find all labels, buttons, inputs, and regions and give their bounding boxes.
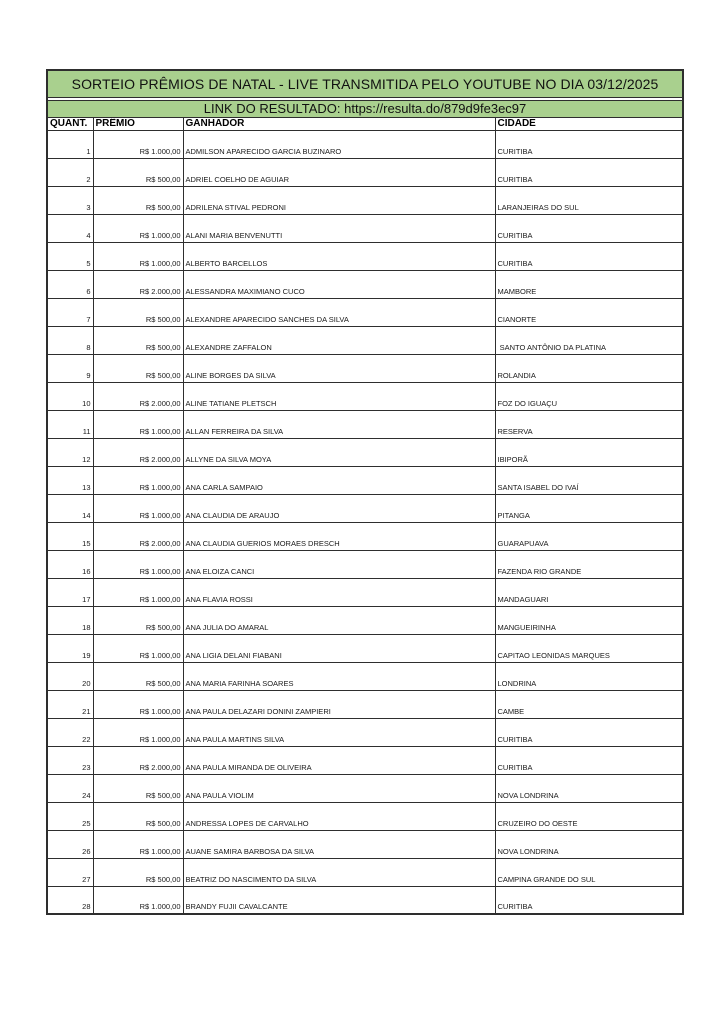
cell-cidade: FOZ DO IGUAÇU <box>495 382 683 410</box>
cell-premio: R$ 2.000,00 <box>93 270 183 298</box>
cell-premio: R$ 1.000,00 <box>93 550 183 578</box>
table-row <box>47 662 683 690</box>
cell-quant: 21 <box>47 690 93 718</box>
cell-ganhador: ANA ELOIZA CANCI <box>183 550 495 578</box>
cell-ganhador: ANA LIGIA DELANI FIABANI <box>183 634 495 662</box>
table-row <box>47 214 683 242</box>
result-link-text: LINK DO RESULTADO: https://resulta.do/879d9fe3ec97 <box>47 100 683 117</box>
cell-ganhador: ANA PAULA DELAZARI DONINI ZAMPIERI <box>183 690 495 718</box>
cell-premio: R$ 2.000,00 <box>93 438 183 466</box>
cell-ganhador: ADRILENA STIVAL PEDRONI <box>183 186 495 214</box>
cell-cidade: SANTA ISABEL DO IVAÍ <box>495 466 683 494</box>
cell-premio: R$ 500,00 <box>93 606 183 634</box>
table-row <box>47 550 683 578</box>
cell-premio: R$ 500,00 <box>93 858 183 886</box>
cell-quant: 10 <box>47 382 93 410</box>
table-row <box>47 158 683 186</box>
cell-ganhador: ALINE BORGES DA SILVA <box>183 354 495 382</box>
cell-cidade: CAMPINA GRANDE DO SUL <box>495 858 683 886</box>
table-row <box>47 410 683 438</box>
results-table <box>46 69 684 915</box>
cell-quant: 17 <box>47 578 93 606</box>
cell-ganhador: ANA PAULA VIOLIM <box>183 774 495 802</box>
cell-cidade: MANGUEIRINHA <box>495 606 683 634</box>
cell-cidade: ROLANDIA <box>495 354 683 382</box>
cell-cidade: PITANGA <box>495 494 683 522</box>
cell-ganhador: ALINE TATIANE PLETSCH <box>183 382 495 410</box>
cell-premio: R$ 500,00 <box>93 774 183 802</box>
cell-ganhador: ANDRESSA LOPES DE CARVALHO <box>183 802 495 830</box>
cell-ganhador: ANA CLAUDIA DE ARAUJO <box>183 494 495 522</box>
cell-ganhador: ALEXANDRE APARECIDO SANCHES DA SILVA <box>183 298 495 326</box>
cell-cidade: LARANJEIRAS DO SUL <box>495 186 683 214</box>
cell-quant: 11 <box>47 410 93 438</box>
cell-cidade: CAMBE <box>495 690 683 718</box>
cell-quant: 9 <box>47 354 93 382</box>
result-link-row <box>47 100 683 117</box>
cell-premio: R$ 500,00 <box>93 326 183 354</box>
cell-cidade: CURITIBA <box>495 886 683 914</box>
cell-ganhador: BRANDY FUJII CAVALCANTE <box>183 886 495 914</box>
cell-ganhador: ANA MARIA FARINHA SOARES <box>183 662 495 690</box>
col-header-premio: PRÊMIO <box>93 117 183 130</box>
col-header-quant: QUANT. <box>47 117 93 130</box>
cell-cidade: CURITIBA <box>495 242 683 270</box>
cell-quant: 6 <box>47 270 93 298</box>
cell-premio: R$ 500,00 <box>93 354 183 382</box>
cell-ganhador: ANA PAULA MIRANDA DE OLIVEIRA <box>183 746 495 774</box>
document-page <box>46 69 682 915</box>
cell-cidade: MANDAGUARI <box>495 578 683 606</box>
cell-premio: R$ 1.000,00 <box>93 466 183 494</box>
cell-quant: 16 <box>47 550 93 578</box>
cell-quant: 2 <box>47 158 93 186</box>
cell-cidade: CURITIBA <box>495 130 683 158</box>
table-row <box>47 494 683 522</box>
table-row <box>47 466 683 494</box>
cell-cidade: MAMBORE <box>495 270 683 298</box>
cell-quant: 25 <box>47 802 93 830</box>
cell-premio: R$ 1.000,00 <box>93 214 183 242</box>
table-row <box>47 690 683 718</box>
table-row <box>47 718 683 746</box>
table-row <box>47 186 683 214</box>
cell-cidade: NOVA LONDRINA <box>495 830 683 858</box>
cell-premio: R$ 2.000,00 <box>93 382 183 410</box>
cell-quant: 5 <box>47 242 93 270</box>
cell-premio: R$ 1.000,00 <box>93 690 183 718</box>
cell-quant: 19 <box>47 634 93 662</box>
cell-premio: R$ 500,00 <box>93 158 183 186</box>
cell-cidade: GUARAPUAVA <box>495 522 683 550</box>
table-row <box>47 298 683 326</box>
cell-ganhador: BEATRIZ DO NASCIMENTO DA SILVA <box>183 858 495 886</box>
cell-ganhador: ALLAN FERREIRA DA SILVA <box>183 410 495 438</box>
cell-cidade: CAPITAO LEONIDAS MARQUES <box>495 634 683 662</box>
cell-cidade: FAZENDA RIO GRANDE <box>495 550 683 578</box>
document-title: SORTEIO PRÊMIOS DE NATAL - LIVE TRANSMITIDA PELO YOUTUBE NO DIA 03/12/2025 <box>47 70 683 97</box>
table-row <box>47 802 683 830</box>
cell-cidade: CURITIBA <box>495 746 683 774</box>
table-row <box>47 634 683 662</box>
cell-ganhador: ANA JULIA DO AMARAL <box>183 606 495 634</box>
cell-quant: 26 <box>47 830 93 858</box>
cell-quant: 24 <box>47 774 93 802</box>
cell-cidade: LONDRINA <box>495 662 683 690</box>
table-row <box>47 578 683 606</box>
cell-ganhador: ANA CARLA SAMPAIO <box>183 466 495 494</box>
cell-quant: 13 <box>47 466 93 494</box>
cell-cidade: CIANORTE <box>495 298 683 326</box>
cell-cidade: CRUZEIRO DO OESTE <box>495 802 683 830</box>
cell-quant: 14 <box>47 494 93 522</box>
table-row <box>47 858 683 886</box>
cell-cidade: IBIPORÃ <box>495 438 683 466</box>
cell-premio: R$ 1.000,00 <box>93 718 183 746</box>
cell-premio: R$ 2.000,00 <box>93 522 183 550</box>
cell-premio: R$ 1.000,00 <box>93 130 183 158</box>
cell-ganhador: ADRIEL COELHO DE AGUIAR <box>183 158 495 186</box>
cell-ganhador: ALBERTO BARCELLOS <box>183 242 495 270</box>
table-row <box>47 830 683 858</box>
cell-ganhador: ANA FLAVIA ROSSI <box>183 578 495 606</box>
table-row <box>47 382 683 410</box>
cell-cidade: CURITIBA <box>495 214 683 242</box>
cell-quant: 27 <box>47 858 93 886</box>
table-row <box>47 522 683 550</box>
table-row <box>47 326 683 354</box>
cell-premio: R$ 1.000,00 <box>93 634 183 662</box>
cell-cidade: SANTO ANTÔNIO DA PLATINA <box>495 326 683 354</box>
title-row <box>47 70 683 97</box>
cell-premio: R$ 1.000,00 <box>93 578 183 606</box>
cell-premio: R$ 500,00 <box>93 802 183 830</box>
table-row <box>47 130 683 158</box>
cell-quant: 23 <box>47 746 93 774</box>
cell-quant: 7 <box>47 298 93 326</box>
table-row <box>47 774 683 802</box>
table-row <box>47 886 683 914</box>
column-header-row <box>47 117 683 130</box>
cell-quant: 20 <box>47 662 93 690</box>
cell-cidade: CURITIBA <box>495 158 683 186</box>
cell-ganhador: ANA CLAUDIA GUERIOS MORAES DRESCH <box>183 522 495 550</box>
table-row <box>47 606 683 634</box>
cell-quant: 12 <box>47 438 93 466</box>
cell-quant: 22 <box>47 718 93 746</box>
cell-quant: 3 <box>47 186 93 214</box>
table-row <box>47 354 683 382</box>
cell-premio: R$ 500,00 <box>93 298 183 326</box>
cell-premio: R$ 1.000,00 <box>93 830 183 858</box>
cell-ganhador: ALANI MARIA BENVENUTTI <box>183 214 495 242</box>
cell-quant: 1 <box>47 130 93 158</box>
cell-ganhador: AUANE SAMIRA BARBOSA DA SILVA <box>183 830 495 858</box>
col-header-ganhador: GANHADOR <box>183 117 495 130</box>
cell-quant: 15 <box>47 522 93 550</box>
cell-premio: R$ 1.000,00 <box>93 242 183 270</box>
cell-ganhador: ALLYNE DA SILVA MOYA <box>183 438 495 466</box>
cell-premio: R$ 1.000,00 <box>93 410 183 438</box>
table-row <box>47 438 683 466</box>
cell-premio: R$ 500,00 <box>93 186 183 214</box>
cell-premio: R$ 2.000,00 <box>93 746 183 774</box>
cell-cidade: RESERVA <box>495 410 683 438</box>
cell-ganhador: ALESSANDRA MAXIMIANO CUCO <box>183 270 495 298</box>
cell-premio: R$ 1.000,00 <box>93 494 183 522</box>
table-row <box>47 270 683 298</box>
cell-premio: R$ 1.000,00 <box>93 886 183 914</box>
cell-cidade: NOVA LONDRINA <box>495 774 683 802</box>
cell-ganhador: ALEXANDRE ZAFFALON <box>183 326 495 354</box>
cell-quant: 8 <box>47 326 93 354</box>
col-header-cidade: CIDADE <box>495 117 683 130</box>
cell-premio: R$ 500,00 <box>93 662 183 690</box>
cell-quant: 18 <box>47 606 93 634</box>
cell-ganhador: ANA PAULA MARTINS SILVA <box>183 718 495 746</box>
cell-cidade: CURITIBA <box>495 718 683 746</box>
cell-quant: 4 <box>47 214 93 242</box>
table-row <box>47 242 683 270</box>
cell-ganhador: ADMILSON APARECIDO GARCIA BUZINARO <box>183 130 495 158</box>
cell-quant: 28 <box>47 886 93 914</box>
table-row <box>47 746 683 774</box>
